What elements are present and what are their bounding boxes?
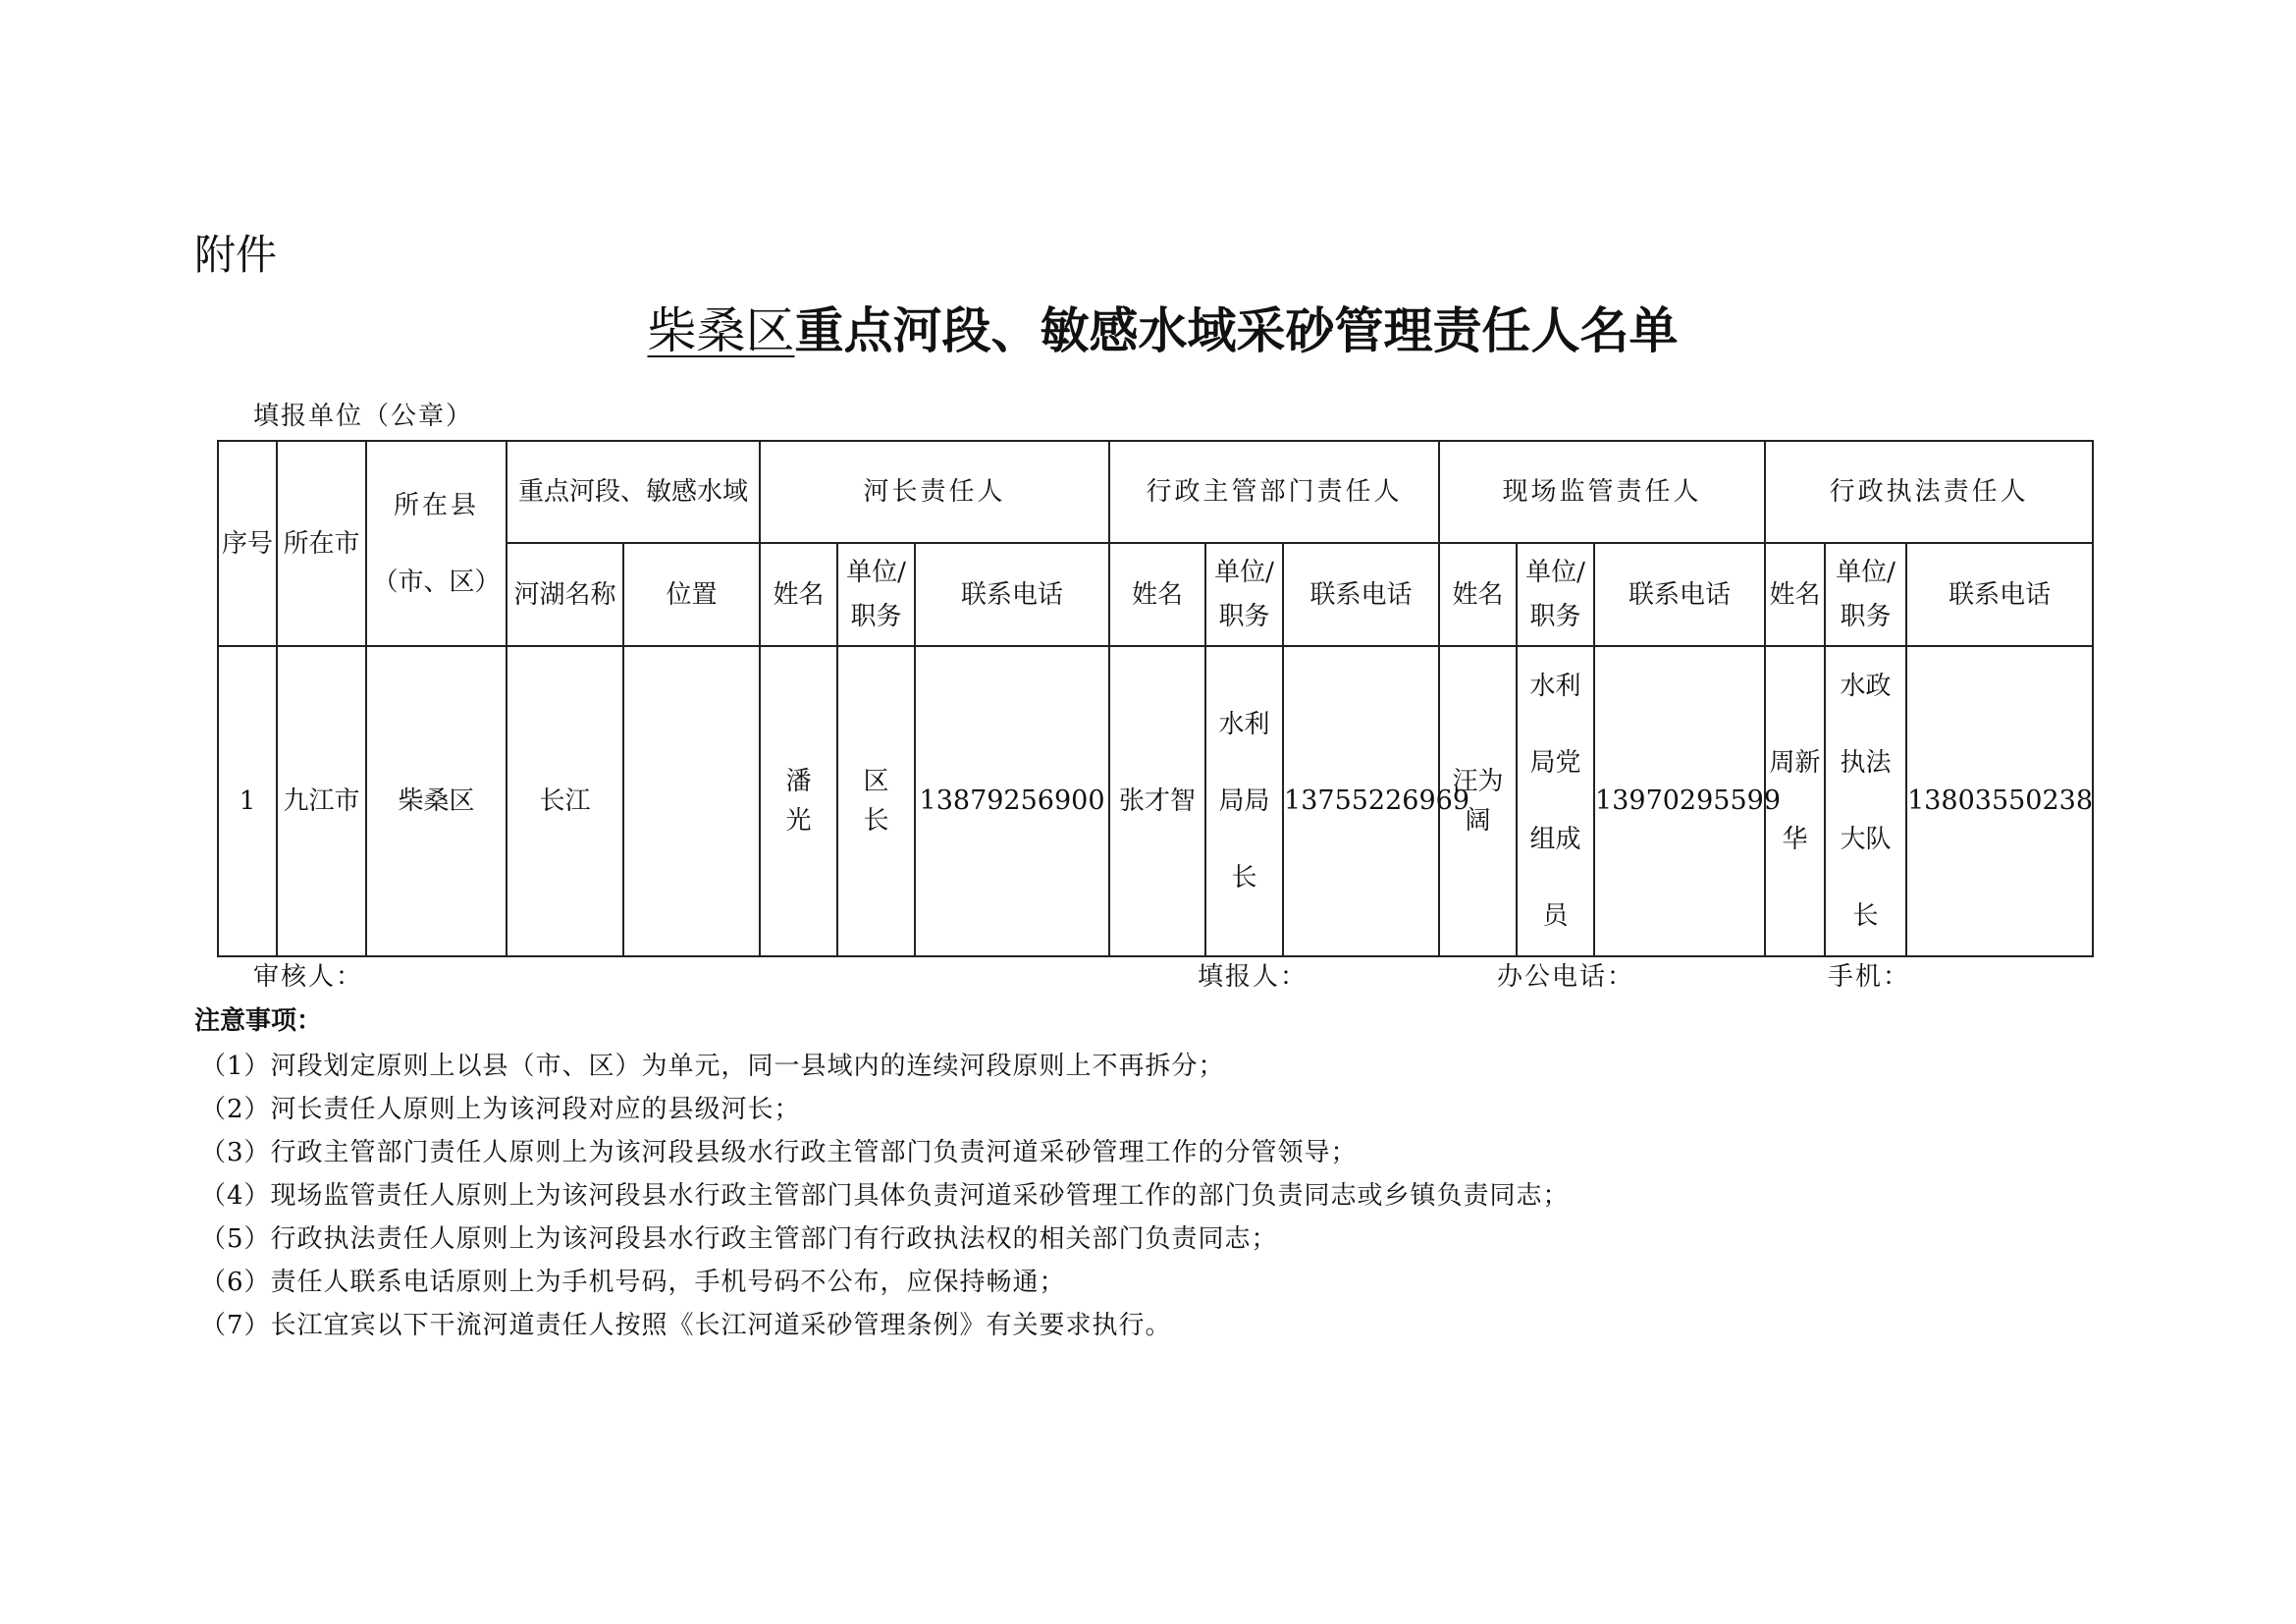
cell-site-unit-line: 水利 (1529, 672, 1581, 701)
table-row (218, 646, 2093, 956)
cell-city: 九江市 (277, 646, 366, 956)
cell-enforce-unit-line: 长 (1852, 901, 1879, 931)
cell-enforce-name-line: 华 (1782, 825, 1808, 854)
header-county-line2: （市、区） (372, 567, 501, 597)
footer-filler: 填报人： (1198, 962, 1308, 992)
note-item: （7）长江宜宾以下干流河道责任人按照《长江河道采砂管理条例》有关要求执行。 (200, 1311, 1172, 1340)
header-admin-unit-line2: 职务 (1218, 601, 1270, 631)
cell-chief-name: 潘 光 (760, 646, 837, 956)
document-title (0, 297, 2296, 365)
header-site: 现场监管责任人 (1439, 441, 1765, 543)
cell-site-unit-line: 组成 (1529, 825, 1581, 854)
cell-enforce-unit-line: 执法 (1840, 748, 1892, 778)
header-site-unit-line2: 职务 (1529, 601, 1581, 631)
header-chief-unit-line2: 职务 (850, 601, 902, 631)
cell-admin-unit (1205, 646, 1283, 956)
header-enforce-name: 姓名 (1765, 543, 1825, 646)
header-admin: 行政主管部门责任人 (1109, 441, 1439, 543)
header-admin-unit (1205, 543, 1283, 646)
cell-site-name: 汪为阔 (1439, 646, 1517, 956)
attachment-label: 附件 (194, 231, 278, 279)
cell-chief-phone: 13879256900 (915, 646, 1109, 956)
cell-site-unit-line: 员 (1542, 901, 1569, 931)
cell-seq: 1 (218, 646, 277, 956)
cell-chief-unit: 区 长 (837, 646, 915, 956)
header-admin-name: 姓名 (1109, 543, 1205, 646)
header-chief-unit-line1: 单位/ (846, 557, 906, 587)
header-enforce-unit-line2: 职务 (1840, 601, 1892, 631)
note-item: （4）现场监管责任人原则上为该河段县水行政主管部门具体负责河道采砂管理工作的部门负责同志或乡镇负责同志； (200, 1181, 1570, 1211)
header-city: 所在市 (277, 441, 366, 646)
fill-unit-label: 填报单位（公章） (253, 402, 474, 431)
cell-admin-unit-line: 长 (1231, 863, 1257, 893)
cell-enforce-unit-line: 大队 (1840, 825, 1892, 854)
note-item: （3）行政主管部门责任人原则上为该河段县级水行政主管部门负责河道采砂管理工作的分管领导； (200, 1138, 1358, 1167)
header-enforce-unit (1825, 543, 1906, 646)
notes-title: 注意事项： (194, 1006, 323, 1036)
header-admin-phone: 联系电话 (1283, 543, 1439, 646)
header-chief-phone: 联系电话 (915, 543, 1109, 646)
header-enforce-unit-line1: 单位/ (1836, 557, 1896, 587)
cell-admin-unit-line: 局局 (1218, 786, 1270, 816)
header-location: 位置 (623, 543, 760, 646)
cell-admin-unit-line: 水利 (1218, 710, 1270, 739)
header-seq: 序号 (218, 441, 277, 646)
cell-enforce-phone: 13803550238 (1906, 646, 2093, 956)
note-item: （2）河长责任人原则上为该河段对应的县级河长； (200, 1095, 801, 1124)
note-item: （6）责任人联系电话原则上为手机号码，手机号码不公布，应保持畅通； (200, 1268, 1066, 1297)
header-river-name: 河湖名称 (507, 543, 623, 646)
note-item: （5）行政执法责任人原则上为该河段县水行政主管部门有行政执法权的相关部门负责同志； (200, 1224, 1278, 1254)
cell-location (623, 646, 760, 956)
header-site-name: 姓名 (1439, 543, 1517, 646)
cell-enforce-unit (1825, 646, 1906, 956)
header-site-unit-line1: 单位/ (1525, 557, 1585, 587)
cell-enforce-unit-line: 水政 (1840, 672, 1892, 701)
cell-enforce-name-line: 周新 (1769, 748, 1821, 778)
footer-office-phone: 办公电话： (1497, 962, 1635, 992)
header-chief-unit (837, 543, 915, 646)
header-site-unit (1517, 543, 1594, 646)
footer-reviewer: 审核人： (253, 962, 364, 992)
cell-site-unit-line: 局党 (1529, 748, 1581, 778)
cell-admin-name: 张才智 (1109, 646, 1205, 956)
header-admin-unit-line1: 单位/ (1214, 557, 1274, 587)
header-site-phone: 联系电话 (1594, 543, 1765, 646)
cell-river-name: 长江 (507, 646, 623, 956)
title-district: 柴桑区 (647, 302, 795, 359)
responsibility-table (217, 440, 2094, 957)
header-county (366, 441, 507, 646)
cell-site-unit (1517, 646, 1594, 956)
header-county-line1: 所在县 (393, 490, 479, 520)
cell-county: 柴桑区 (366, 646, 507, 956)
footer-mobile: 手机： (1828, 962, 1911, 992)
cell-admin-phone: 13755226969 (1283, 646, 1439, 956)
header-chief-name: 姓名 (760, 543, 837, 646)
notes-list (200, 1045, 1570, 1347)
header-enforce-phone: 联系电话 (1906, 543, 2093, 646)
header-section: 重点河段、敏感水域 (507, 441, 760, 543)
title-main: 重点河段、敏感水域采砂管理责任人名单 (794, 302, 1679, 359)
header-enforce: 行政执法责任人 (1765, 441, 2093, 543)
note-item: （1）河段划定原则上以县（市、区）为单元，同一县域内的连续河段原则上不再拆分； (200, 1052, 1225, 1081)
header-river-chief: 河长责任人 (760, 441, 1109, 543)
cell-site-phone: 13970295599 (1594, 646, 1765, 956)
